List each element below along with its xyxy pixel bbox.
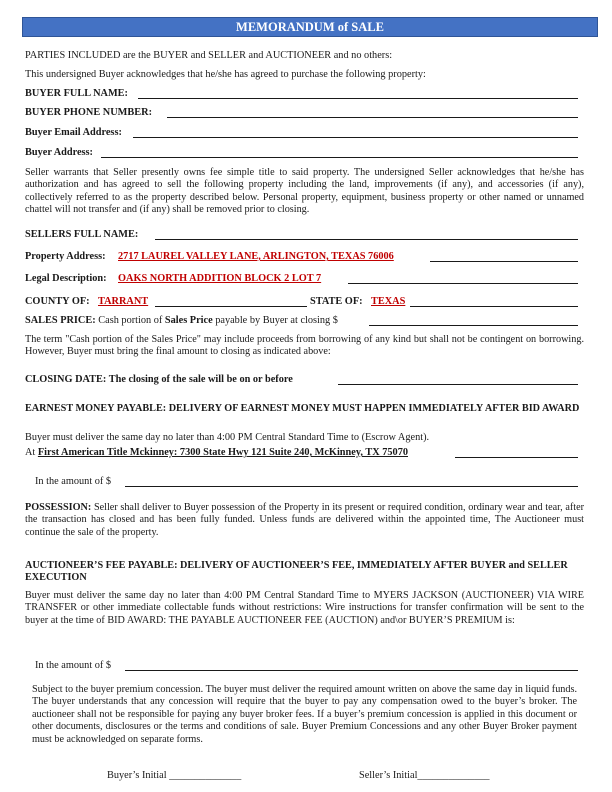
auctioneer-fee-heading: AUCTIONEER’S FEE PAYABLE: DELIVERY OF AUCTIONEER’S FEE, IMMEDIATELY AFTER BUYER and SELLER EXECUTION	[25, 560, 568, 584]
cash-portion-note: The term "Cash portion of the Sales Price" may include proceeds from borrowing of any kind but shall not be contingent on borrowing. However, Buyer must bring the final amount to closing as indicated above:	[25, 334, 584, 358]
sales-price-text-bold: Sales Price	[164, 315, 213, 326]
buyer-premium-paragraph: Subject to the buyer premium concession. The buyer must deliver the required amount written on above the same day in liquid funds. The buyer understands that any concession will require that the buyer to pay any compensation owed to the buyer’s broker. The auctioneer shall not be responsible for paying any buyer broker fees. If a buyer’s premium concession is applied in this document or other documents, disclosures or the terms and conditions of sale. Buyer Premium Concessions and any other Buyer Broker payment must be acknowledged on separate forms.	[32, 684, 577, 745]
title-company-value: First American Title Mckinney: 7300 State Hwy 121 Suite 240, McKinney, TX 75070	[37, 447, 408, 458]
buyer-address-field[interactable]	[101, 157, 578, 158]
seller-warranty-paragraph: Seller warrants that Seller presently owns fee simple title to said property. The undersigned Seller acknowledges that he/she has authorization and has agreed to sell the following property including the land, improvements (if any), and accessories (if any), collectively referred to as the property described below. Personal property, equipment, business property or other named or unnamed chattel will not transfer and (if any) shall be removed prior to closing.	[25, 167, 584, 216]
seller-full-name-field[interactable]	[155, 239, 578, 240]
closing-date-label: CLOSING DATE: The closing of the sale will be on or before	[25, 374, 293, 385]
possession-paragraph	[25, 502, 584, 539]
acknowledge-text: This undersigned Buyer acknowledges that he/she has agreed to purchase the following property:	[25, 69, 426, 80]
buyer-email-field[interactable]	[133, 137, 578, 138]
earnest-amount-field[interactable]	[125, 486, 578, 487]
sales-price-text-after: payable by Buyer at closing $	[215, 315, 338, 326]
state-value[interactable]: TEXAS	[371, 296, 406, 307]
buyer-address-label: Buyer Address:	[25, 147, 93, 158]
sales-price-row	[25, 315, 338, 327]
county-value[interactable]: TARRANT	[98, 296, 149, 307]
auctioneer-amount-label: In the amount of $	[35, 660, 112, 671]
sales-price-label: SALES PRICE:	[25, 315, 96, 326]
buyer-phone-field[interactable]	[167, 117, 578, 118]
auctioneer-fee-text: Buyer must deliver the same day no later than 4:00 PM Central Standard Time to MYERS JACKSON (AUCTIONEER) VIA WIRE TRANSFER or other immediate collectable funds without restrictions: Wire instructions for transfer confirmation will be sent to the buyer at the time of BID AWARD: THE PAYABLE AUCTIONEER FEE (AUCTION) and\or BUYER’S PREMIUM is:	[25, 590, 584, 626]
parties-text: PARTIES INCLUDED are the BUYER and SELLER and AUCTIONEER and no others:	[25, 50, 393, 61]
title-company-row	[25, 447, 408, 459]
page-title: MEMORANDUM of SALE	[22, 17, 598, 37]
buyer-email-label: Buyer Email Address:	[25, 127, 122, 138]
at-prefix: At	[25, 447, 36, 458]
legal-description-line	[348, 283, 578, 284]
property-address-label: Property Address:	[25, 251, 106, 262]
closing-date-field[interactable]	[338, 384, 578, 385]
buyer-full-name-label: BUYER FULL NAME:	[25, 88, 128, 99]
earnest-deliver-text: Buyer must deliver the same day no later than 4:00 PM Central Standard Time to (Escrow Agent).	[25, 432, 430, 443]
legal-description-value[interactable]: OAKS NORTH ADDITION BLOCK 2 LOT 7	[118, 273, 322, 284]
seller-initial-field[interactable]: Seller’s Initial______________	[359, 770, 490, 781]
property-address-line	[430, 261, 578, 262]
property-address-value[interactable]: 2717 LAUREL VALLEY LANE, ARLINGTON, TEXAS 76006	[118, 251, 394, 262]
sales-price-field[interactable]	[369, 325, 578, 326]
buyer-phone-label: BUYER PHONE NUMBER:	[25, 107, 152, 118]
sales-price-text-before: Cash portion of	[98, 315, 163, 326]
title-company-line	[455, 457, 578, 458]
state-label: STATE OF:	[310, 296, 363, 307]
county-line	[155, 306, 307, 307]
legal-description-label: Legal Description:	[25, 273, 107, 284]
buyer-initial-field[interactable]: Buyer’s Initial ______________	[107, 770, 242, 781]
earnest-money-heading: EARNEST MONEY PAYABLE: DELIVERY OF EARNEST MONEY MUST HAPPEN IMMEDIATELY AFTER BID AWARD	[25, 403, 580, 414]
seller-full-name-label: SELLERS FULL NAME:	[25, 229, 139, 240]
county-label: COUNTY OF:	[25, 296, 90, 307]
possession-label: POSSESSION:	[25, 502, 92, 513]
state-line	[410, 306, 578, 307]
earnest-amount-label: In the amount of $	[35, 476, 112, 487]
auctioneer-amount-field[interactable]	[125, 670, 578, 671]
possession-text: Seller shall deliver to Buyer possession of the Property in its present or required condition, ordinary wear and tear, after the transaction has closed and has been fully funded. Unless funds are delivered within the appointed time, The Auctioneer must continue the sale of the property.	[25, 502, 585, 538]
buyer-full-name-field[interactable]	[138, 98, 578, 99]
